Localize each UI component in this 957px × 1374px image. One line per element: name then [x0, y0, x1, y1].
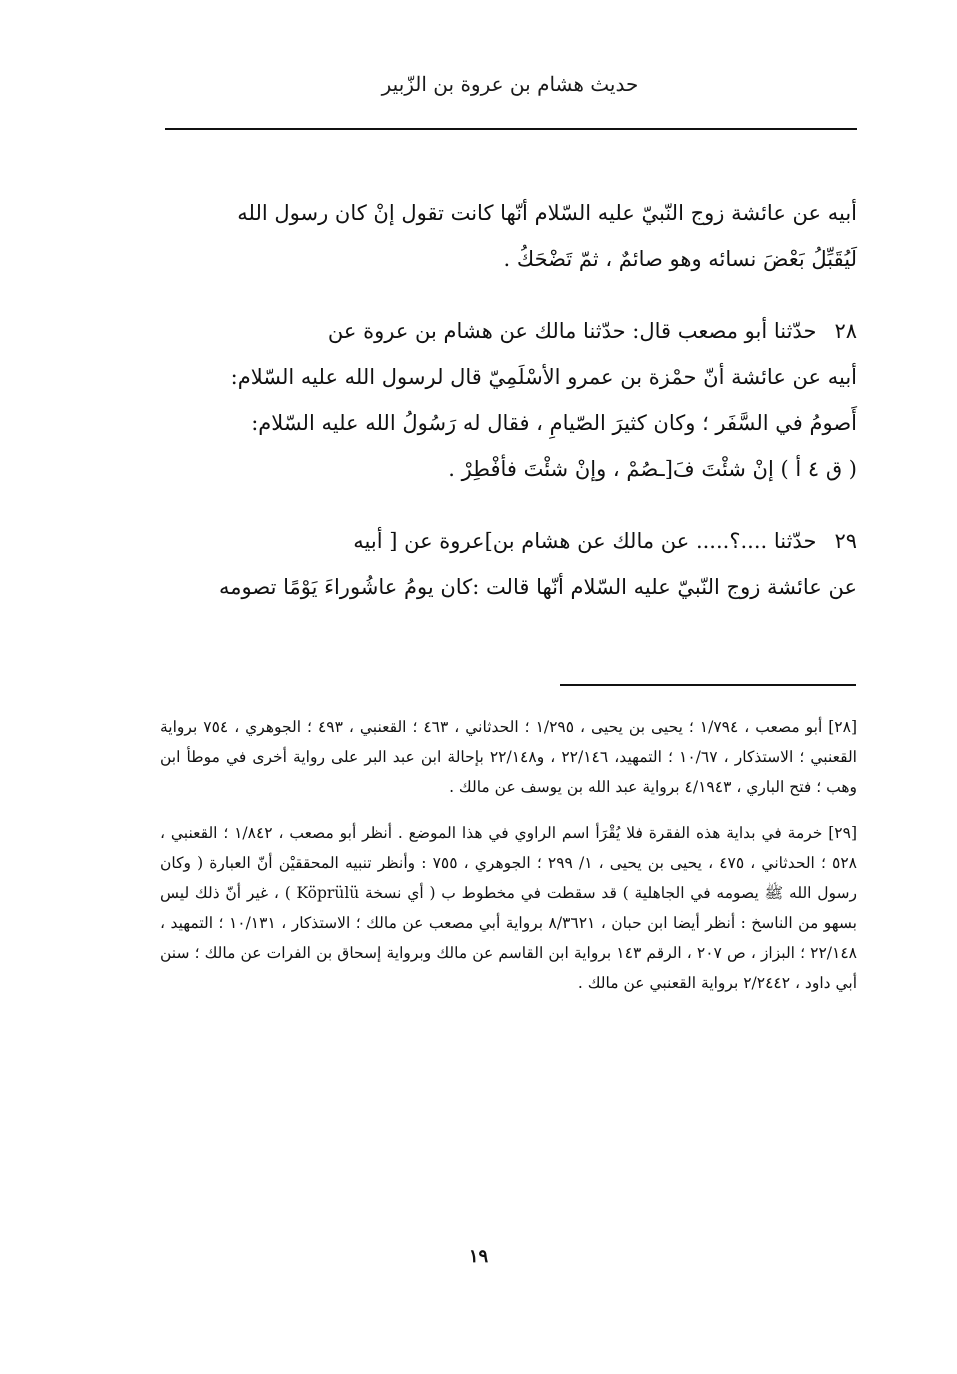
paragraph-28: [160, 308, 857, 492]
footnote-28: [٢٨] أبو مصعب ، ١/٧٩٤ ؛ يحيى بن يحيى ، ١/٢٩٥ ؛ الحدثاني ، ٤٦٣ ؛ القعنبي ، ٤٩٣ ؛ الجوهري ، ٧٥٤ برواية القعنبي ؛ الاستذكار ، ١٠/٦٧ ؛ التمهيد، ٢٢/١٤٦ ، و٢٢/١٤٨ بإحالة ابن عبد البر على رواية أخرى في موطأ ابن وهب ؛ فتح الباري ، ٤/١٩٤٣ برواية عبد الله بن يوسف عن مالك .: [160, 718, 857, 796]
footnotes: [160, 712, 857, 1014]
paragraph-number: ٢٩: [834, 529, 857, 553]
text-line: أبيه عن عائشة زوج النّبيّ عليه السّلام أنّها كانت تقول إنْ كان رسول الله: [237, 201, 857, 225]
text-line: أَصومُ في السَّفَر ؛ وكان كثيرَ الصّيامِ ، فقال له رَسُولُ الله عليه السّلام:: [251, 411, 857, 435]
paragraph-29: [160, 518, 857, 610]
footnote-rule: [560, 684, 856, 686]
text-line: حدّثنا ....؟..... عن مالك عن هشام بن]عروة عن [ أبيه: [353, 529, 817, 553]
text-line: ( ق ٤ أ ) إنْ شئْتَ فَ[ـصُمْ ، وإنْ شئْتَ فأفْطِرْ .: [448, 457, 857, 481]
text-line: حدّثنا أبو مصعب قال: حدّثنا مالك عن هشام بن عروة عن: [327, 319, 817, 343]
text-line: أبيه عن عائشة أنّ حمْزة بن عمرو الأسْلَمِيّ قال لرسول الله عليه السّلام:: [230, 365, 857, 389]
running-header: حديث هشام بن عروة بن الزّبير: [381, 72, 639, 96]
footnote-29: [٢٩] خرمة في بداية هذه الفقرة فلا يُقْرَأ اسم الراوي في هذا الموضع . أنظر أبو مصعب ، ١/٨٤٢ ؛ القعنبي ، ٥٢٨ ؛ الحدثاني ، ٤٧٥ ، يحيى بن يحيى ، ١/ ٢٩٩ ؛ الجوهري ، ٧٥٥ : وأنظر تنبيه المحققيْن أنّ العبارة ( وكان رسول الله ﷺ يصومه في الجاهلية ) قد سقطت في مخطوط ب ( أي نسخة Köprülü ) ، غير أنّ ذلك ليس بسهو من الناسخ : أنظر أيضا ابن حبان ، ٨/٣٦٢١ برواية أبي مصعب عن مالك ؛ الاستذكار ، ١٠/١٣١ ؛ التمهيد ، ٢٢/١٤٨ ؛ البزاز ، ص ٢٠٧ ، الرقم ١٤٣ برواية ابن القاسم عن مالك وبرواية إسحاق بن الفرات عن مالك ؛ سنن أبي داود ، ٢/٢٤٤٢ برواية القعنبي عن مالك .: [160, 824, 858, 992]
page-number: ١٩: [468, 1246, 489, 1267]
header-rule: [165, 128, 857, 130]
main-text: [160, 190, 857, 610]
text-line: لَيُقَبِّلُ بَعْضَ نسائه وهو صائمٌ ، ثمّ تَضْحَكُ .: [503, 247, 857, 271]
paragraph-number: ٢٨: [834, 319, 857, 343]
text-line: عن عائشة زوج النّبيّ عليه السّلام أنّها قالت :كان يومُ عاشُوراءَ يَوْمًا تصومه: [219, 575, 857, 599]
continuation-paragraph: [160, 190, 857, 282]
